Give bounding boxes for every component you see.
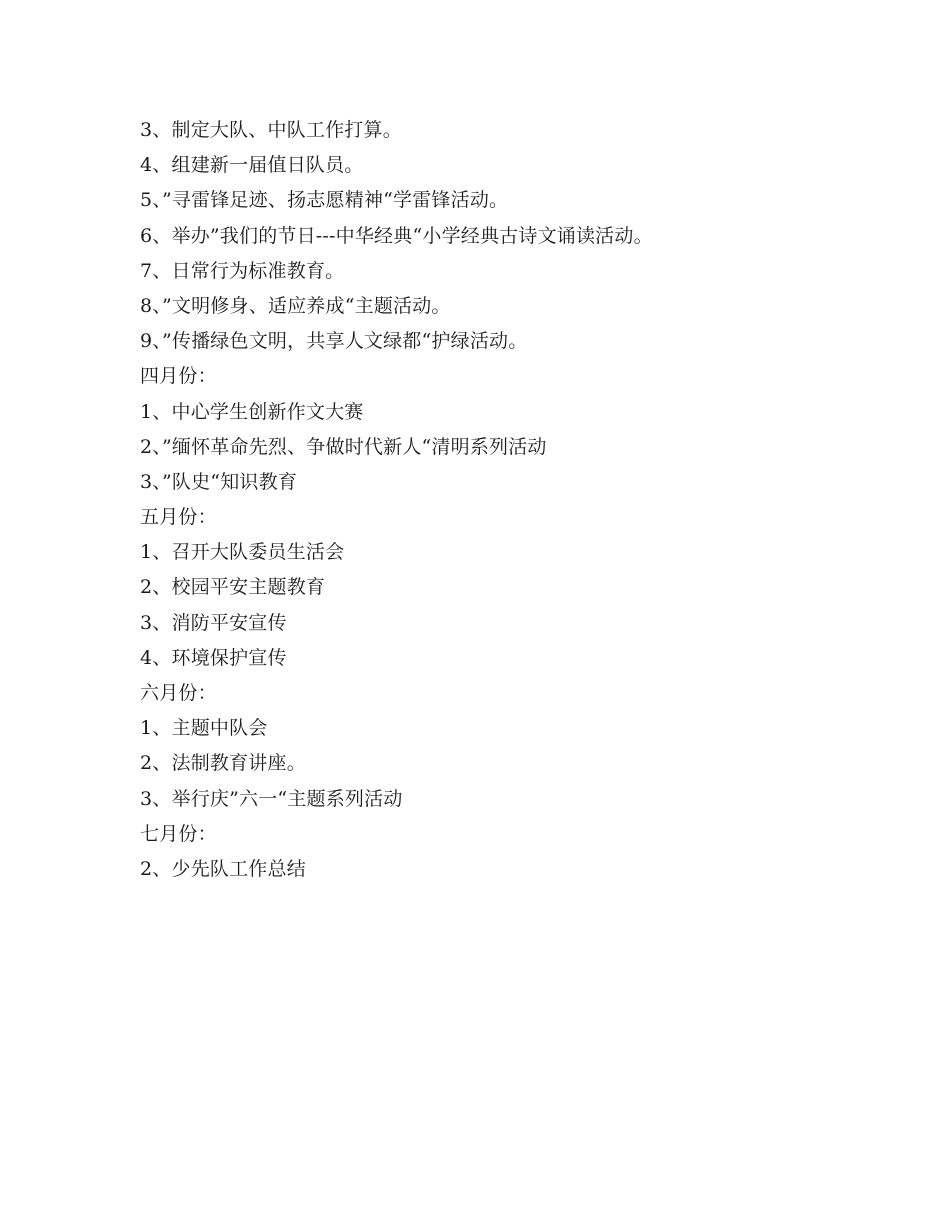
- list-item: 9、”传播绿色文明，共享人文绿都“护绿活动。: [140, 330, 528, 353]
- list-item: 5、”寻雷锋足迹、扬志愿精神“学雷锋活动。: [140, 189, 509, 212]
- list-item: 4、环境保护宣传: [140, 646, 287, 669]
- list-item: 2、校园平安主题教育: [140, 576, 326, 599]
- list-item: 4、组建新一届值日队员。: [140, 154, 364, 177]
- list-item: 3、消防平安宣传: [140, 611, 287, 634]
- list-item: 2、”缅怀革命先烈、争做时代新人“清明系列活动: [140, 435, 547, 458]
- section-heading-july: 七月份：: [140, 822, 217, 845]
- list-item: 2、少先队工作总结: [140, 857, 306, 880]
- section-heading-april: 四月份：: [140, 365, 217, 388]
- list-item: 1、中心学生创新作文大赛: [140, 400, 364, 423]
- section-heading-may: 五月份：: [140, 506, 217, 529]
- list-item: 6、举办”我们的节日---中华经典“小学经典古诗文诵读活动。: [140, 224, 653, 247]
- list-item: 1、召开大队委员生活会: [140, 541, 345, 564]
- document-body: [140, 113, 840, 887]
- list-item: 3、”队史“知识教育: [140, 470, 298, 493]
- list-item: 3、举行庆”六一“主题系列活动: [140, 787, 403, 810]
- section-heading-june: 六月份：: [140, 682, 217, 704]
- list-item: 7、日常行为标准教育。: [140, 259, 345, 282]
- list-item: 1、主题中队会: [140, 717, 268, 740]
- list-item: 2、法制教育讲座。: [140, 752, 306, 775]
- list-item: 3、制定大队、中队工作打算。: [140, 119, 402, 141]
- list-item: 8、”文明修身、适应养成“主题活动。: [140, 294, 451, 317]
